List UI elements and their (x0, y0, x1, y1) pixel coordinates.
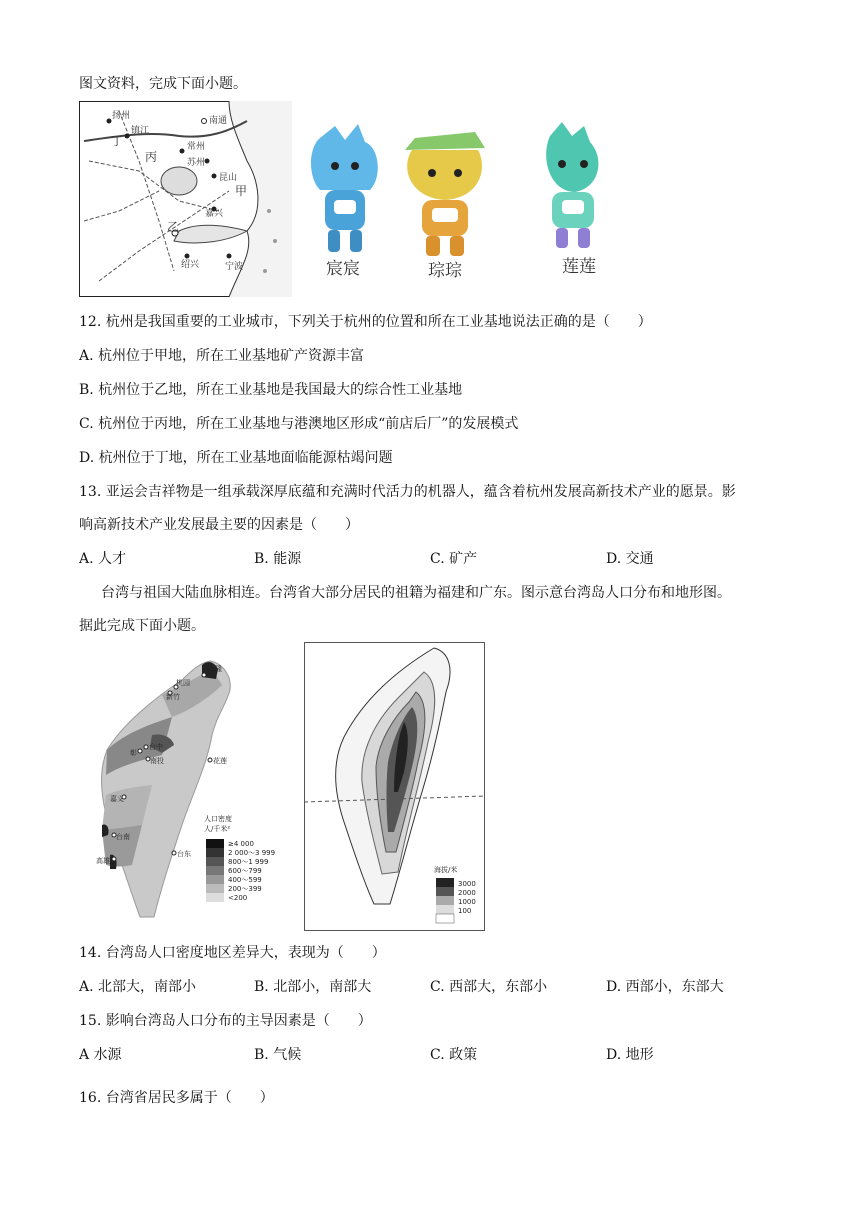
q15-option-b[interactable]: B. 气候 (254, 1047, 302, 1063)
map1-label: 南通 (209, 116, 228, 126)
map2-city: 南投 (150, 757, 164, 765)
mascot-congcong (405, 132, 485, 281)
q12-option-d[interactable]: D. 杭州位于丁地，所在工业基地面临能源枯竭问题 (79, 450, 393, 466)
q16-stem: 16. 台湾省居民多属于（ ） (79, 1090, 274, 1106)
map2-city: 台南 (116, 833, 130, 841)
population-legend (204, 814, 275, 902)
q15-option-d[interactable]: D. 地形 (606, 1047, 654, 1063)
mascot-chenchen (311, 124, 378, 279)
q13-stem-line1: 13. 亚运会吉祥物是一组承载深厚底蕴和充满时代活力的机器人，蕴含着杭州发展高新技术产业的愿景。影 (79, 484, 736, 500)
mascots-figure (300, 118, 630, 288)
svg-text:2000: 2000 (458, 889, 476, 897)
map2-city: 台中 (149, 743, 163, 751)
map1-label: 甲 (235, 184, 248, 198)
svg-text:100: 100 (458, 907, 472, 915)
q15-options (79, 1044, 799, 1064)
map2-city: 花莲 (213, 757, 227, 765)
svg-text:≥4 000: ≥4 000 (228, 840, 254, 848)
map2-city: 台东 (177, 850, 191, 858)
map1-label: 昆山 (219, 173, 238, 183)
map1-label: 扬州 (112, 111, 131, 121)
svg-text:400～599: 400～599 (228, 876, 262, 884)
q13-option-a[interactable]: A. 人才 (79, 551, 127, 567)
map1-label: 嘉兴 (205, 209, 224, 219)
q12-stem: 12. 杭州是我国重要的工业城市，下列关于杭州的位置和所在工业基地说法正确的是（ ） (79, 314, 652, 330)
map2-city: 嘉义 (110, 795, 124, 803)
map1-label: 常州 (187, 142, 206, 152)
intro-text-1: 图文资料，完成下面小题。 (79, 76, 247, 92)
svg-text:1000: 1000 (458, 898, 476, 906)
intro-text-2a: 台湾与祖国大陆血脉相连。台湾省大部分居民的祖籍为福建和广东。图示意台湾岛人口分布和地形图。 (101, 585, 731, 601)
taiwan-population-map (92, 655, 288, 923)
q14-options (79, 976, 799, 996)
intro-text-2b: 据此完成下面小题。 (79, 618, 205, 634)
q15-stem: 15. 影响台湾岛人口分布的主导因素是（ ） (79, 1013, 372, 1029)
q14-stem: 14. 台湾岛人口密度地区差异大，表现为（ ） (79, 945, 386, 961)
svg-text:200～399: 200～399 (228, 885, 262, 893)
map1-label: 宁波 (225, 262, 244, 272)
map1-label: 苏州 (187, 158, 206, 168)
map1-label: 丙 (145, 150, 158, 164)
map2-city: 彰 (130, 749, 137, 757)
q14-option-a[interactable]: A. 北部大，南部小 (79, 979, 197, 995)
map1-label: 乙 (167, 220, 180, 234)
q13-option-d[interactable]: D. 交通 (606, 551, 654, 567)
map2-city: 高雄 (96, 857, 110, 865)
svg-text:800～1 999: 800～1 999 (228, 858, 269, 866)
svg-text:600～799: 600～799 (228, 867, 262, 875)
q12-option-b[interactable]: B. 杭州位于乙地，所在工业基地是我国最大的综合性工业基地 (79, 382, 463, 398)
map1-label: 丁 (111, 134, 124, 148)
yangtze-delta-map (79, 101, 293, 298)
svg-text:人/千米²: 人/千米² (204, 825, 231, 833)
map2-city: 桃园 (176, 679, 190, 687)
q13-option-b[interactable]: B. 能源 (254, 551, 302, 567)
mascot-name: 莲莲 (562, 257, 596, 277)
q13-options (79, 548, 799, 568)
svg-text:海拔/米: 海拔/米 (434, 866, 458, 874)
svg-text:2 000～3 999: 2 000～3 999 (228, 849, 276, 857)
q14-option-c[interactable]: C. 西部大，东部小 (430, 979, 548, 995)
map1-label: 镇江 (131, 126, 150, 136)
svg-text:人口密度: 人口密度 (204, 815, 232, 823)
q12-option-c[interactable]: C. 杭州位于丙地，所在工业基地与港澳地区形成“前店后厂”的发展模式 (79, 416, 519, 432)
q15-option-a[interactable]: A 水源 (79, 1047, 122, 1063)
q15-option-c[interactable]: C. 政策 (430, 1047, 478, 1063)
map1-label: 绍兴 (181, 260, 200, 270)
mascot-name: 琮琮 (428, 261, 462, 281)
q14-option-b[interactable]: B. 北部小，南部大 (254, 979, 372, 995)
q14-option-d[interactable]: D. 西部小，东部大 (606, 979, 724, 995)
svg-text:<200: <200 (228, 894, 248, 902)
svg-text:3000: 3000 (458, 880, 476, 888)
q13-option-c[interactable]: C. 矿产 (430, 551, 478, 567)
mascot-lianlian (546, 122, 598, 277)
map2-city: 基隆 (208, 665, 222, 673)
taiwan-terrain-map (304, 642, 486, 932)
q13-stem-line2: 响高新技术产业发展最主要的因素是（ ） (79, 517, 359, 533)
q12-option-a[interactable]: A. 杭州位于甲地，所在工业基地矿产资源丰富 (79, 348, 365, 364)
map2-city: 新竹 (166, 693, 180, 701)
mascot-name: 宸宸 (326, 259, 360, 279)
